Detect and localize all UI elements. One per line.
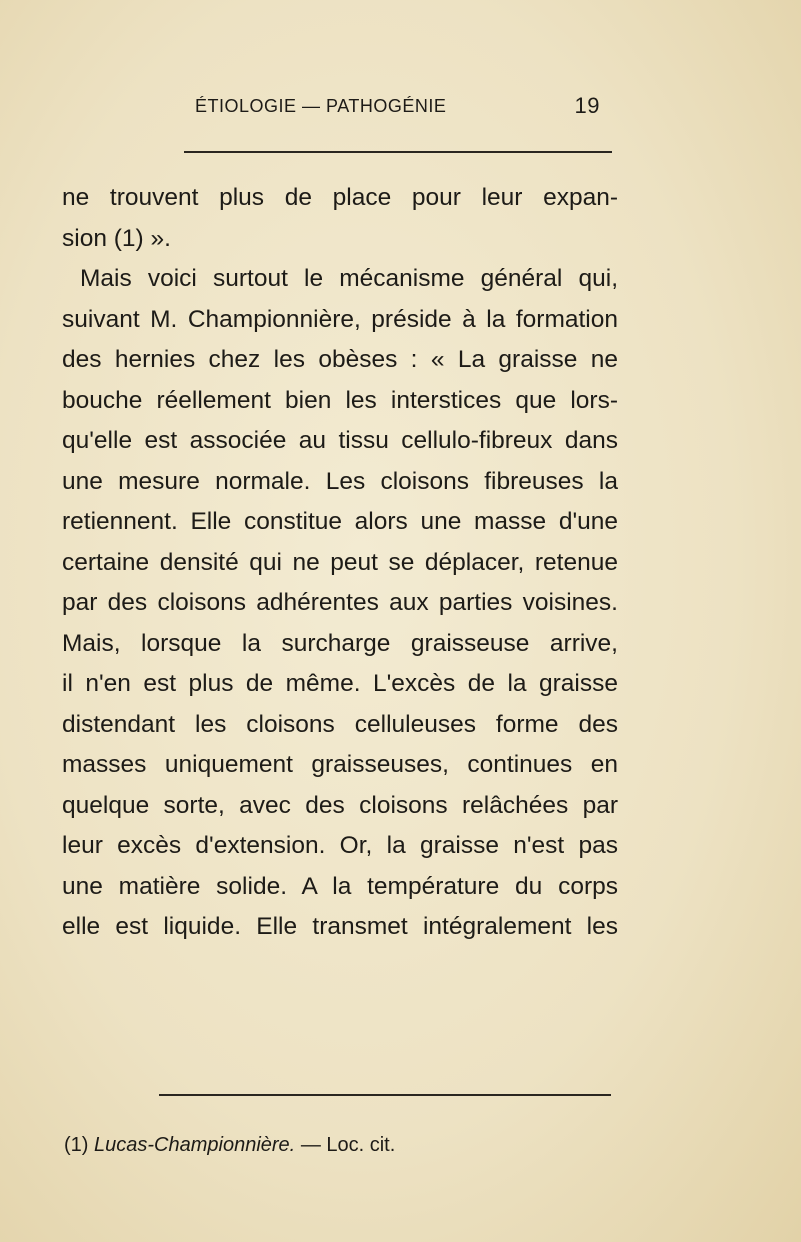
footnote-rule (159, 1094, 611, 1096)
text-line: leur excès d'extension. Or, la graisse n'est pas (62, 832, 618, 859)
text-line: Mais voici surtout le mécanisme général qui, (80, 265, 618, 292)
header-rule (184, 151, 612, 153)
text-line: qu'elle est associée au tissu cellulo-fibreux dans (62, 427, 618, 454)
page-number: 19 (574, 93, 600, 118)
text-line: distendant les cloisons celluleuses forme des (62, 710, 618, 738)
footnote (64, 1134, 395, 1157)
text-line: sion (1) ». (62, 224, 171, 252)
text-line: certaine densité qui ne peut se déplacer, retenue (62, 548, 618, 576)
footnote-citation: — Loc. cit. (300, 1134, 396, 1156)
text-line: retiennent. Elle constitue alors une masse d'une (62, 508, 618, 535)
text-line: Mais, lorsque la surcharge graisseuse arrive, (62, 629, 618, 657)
text-line: il n'en est plus de même. L'excès de la graisse (62, 670, 618, 697)
text-line: ne trouvent plus de place pour leur expan- (62, 184, 618, 211)
text-line: suivant M. Championnière, préside à la formation (62, 305, 618, 333)
text-line: masses uniquement graisseuses, continues en (62, 751, 618, 778)
text-line: des hernies chez les obèses : « La graisse ne (62, 346, 618, 373)
text-line: une mesure normale. Les cloisons fibreuses la (62, 467, 618, 495)
text-line: bouche réellement bien les interstices que lors- (62, 386, 618, 414)
body-text (62, 178, 618, 948)
text-line: par des cloisons adhérentes aux parties voisines. (62, 589, 618, 616)
footnote-marker: (1) (64, 1134, 89, 1156)
text-line: une matière solide. A la température du corps (62, 872, 618, 900)
running-head-title: ÉTIOLOGIE — PATHOGÉNIE (195, 96, 447, 116)
text-line: quelque sorte, avec des cloisons relâchées par (62, 791, 618, 819)
text-line: elle est liquide. Elle transmet intégralement les (62, 913, 618, 940)
footnote-author: Lucas-Championnière. (94, 1134, 296, 1156)
